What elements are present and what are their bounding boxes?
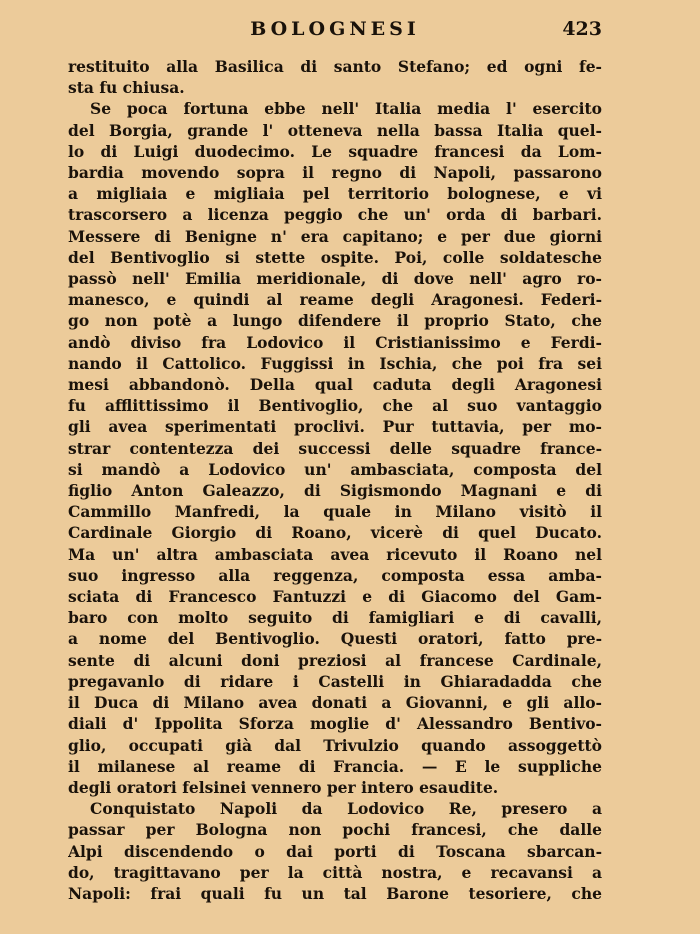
text-line: lo di Luigi duodecimo. Le squadre francesi da Lom-: [68, 141, 602, 161]
text-line: diali d' Ippolita Sforza moglie d' Alessandro Bentivo-: [68, 714, 602, 734]
page-header: [68, 18, 602, 46]
text-line: Cardinale Giorgio di Roano, vicerè di quel Ducato.: [68, 523, 602, 543]
text-line: a nome del Bentivoglio. Questi oratori, fatto pre-: [68, 629, 602, 649]
text-line: glio, occupati già dal Trivulzio quando assoggettò: [68, 735, 602, 755]
text-line: il milanese al reame di Francia. — E le suppliche: [68, 756, 602, 776]
text-line: trascorsero a licenza peggio che un' orda di barbari.: [68, 205, 602, 225]
text-line: mesi abbandonò. Della qual caduta degli Aragonesi: [68, 375, 602, 395]
text-line: manesco, e quindi al reame degli Aragonesi. Federi-: [68, 290, 602, 310]
text-line: baro con molto seguito di famigliari e di cavalli,: [68, 608, 602, 628]
paragraph-start-line: Se poca fortuna ebbe nell' Italia media l' esercito: [90, 99, 602, 119]
text-line: Cammillo Manfredi, la quale in Milano visitò il: [68, 502, 602, 522]
text-line: bardia movendo sopra il regno di Napoli, passarono: [68, 163, 602, 183]
text-line: fu afflittissimo il Bentivoglio, che al suo vantaggio: [68, 396, 602, 416]
text-line: nando il Cattolico. Fuggissi in Ischia, che poi fra sei: [68, 353, 602, 373]
text-line: andò diviso fra Lodovico il Cristianissimo e Ferdi-: [68, 332, 602, 352]
text-line: a migliaia e migliaia pel territorio bolognese, e vi: [68, 184, 602, 204]
text-line: pregavanlo di ridare i Castelli in Ghiaradadda che: [68, 671, 602, 691]
text-line: degli oratori felsinei vennero per intero esaudite.: [68, 777, 499, 797]
text-line: Ma un' altra ambasciata avea ricevuto il Roano nel: [68, 544, 602, 564]
text-line: passar per Bologna non pochi francesi, che dalle: [68, 820, 602, 840]
text-line: sente di alcuni doni preziosi al francese Cardinale,: [68, 650, 602, 670]
text-line: strar contentezza dei successi delle squadre france-: [68, 438, 602, 458]
text-line: restituito alla Basilica di santo Stefano; ed ogni fe-: [68, 57, 602, 76]
text-line: figlio Anton Galeazzo, di Sigismondo Magnani e di: [68, 481, 602, 501]
text-line: gli avea sperimentati proclivi. Pur tuttavia, per mo-: [68, 417, 602, 437]
running-head: BOLOGNESI: [250, 18, 420, 40]
body-text: [68, 56, 602, 904]
text-line: sta fu chiusa.: [68, 78, 185, 98]
text-line: del Bentivoglio si stette ospite. Poi, colle soldatesche: [68, 247, 602, 267]
text-line: passò nell' Emilia meridionale, di dove nell' agro ro-: [68, 269, 602, 289]
text-line: Alpi discendendo o dai porti di Toscana sbarcan-: [68, 841, 602, 861]
text-line: Messere di Benigne n' era capitano; e per due giorni: [68, 226, 602, 246]
page-number: 423: [562, 18, 602, 40]
text-line: go non potè a lungo difendere il proprio Stato, che: [68, 311, 602, 331]
text-line: suo ingresso alla reggenza, composta essa amba-: [68, 565, 602, 585]
paragraph-start-line: Conquistato Napoli da Lodovico Re, presero a: [90, 799, 602, 819]
text-line: del Borgia, grande l' otteneva nella bassa Italia quel-: [68, 120, 602, 140]
text-line: il Duca di Milano avea donati a Giovanni, e gli allo-: [68, 693, 602, 713]
text-line: si mandò a Lodovico un' ambasciata, composta del: [68, 459, 602, 479]
text-line: do, tragittavano per la città nostra, e recavansi a: [68, 862, 602, 882]
text-line: sciata di Francesco Fantuzzi e di Giacomo del Gam-: [68, 587, 602, 607]
text-line: Napoli: frai quali fu un tal Barone tesoriere, che: [68, 883, 602, 903]
